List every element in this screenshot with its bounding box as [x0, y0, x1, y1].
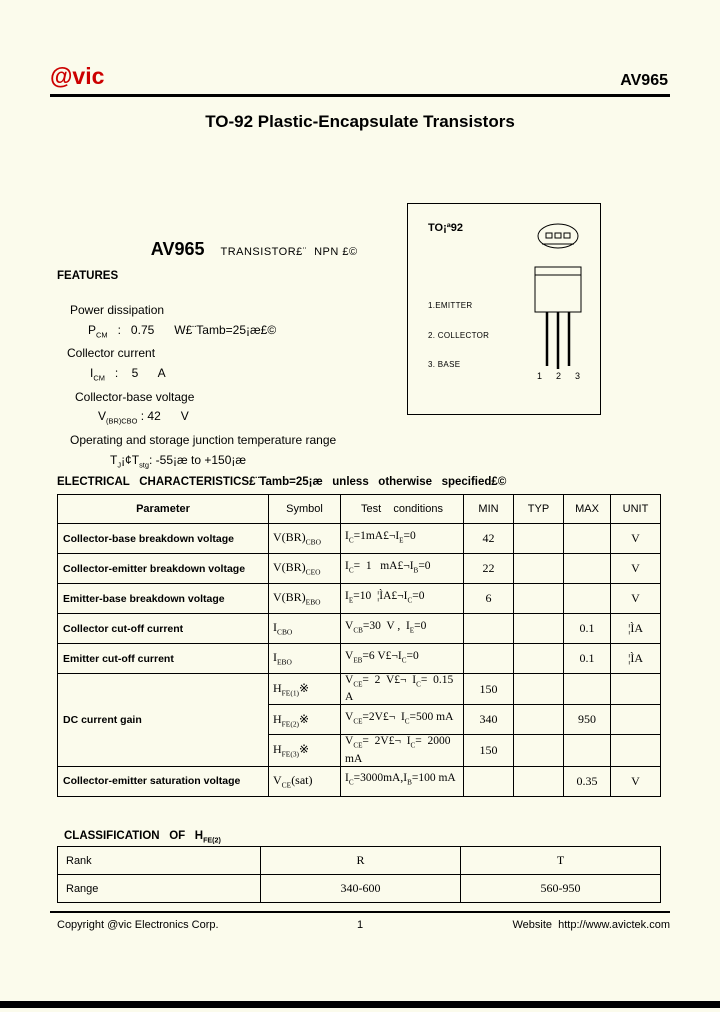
cell-max: 0.1 — [564, 644, 611, 674]
cell-max — [564, 674, 611, 705]
table-row — [58, 614, 661, 644]
feature-item: Collector current — [67, 346, 156, 361]
cell-max — [564, 584, 611, 614]
cell-range-r: 340-600 — [261, 875, 461, 903]
table-row — [58, 766, 661, 796]
cell-max — [564, 524, 611, 554]
table-row — [58, 584, 661, 614]
cell-parameter: Collector-emitter saturation voltage — [58, 766, 269, 796]
cell-conditions: $V_{CE}=2V£\neg$ $I_C=500$ mA — [341, 705, 464, 735]
cell-typ — [514, 554, 564, 584]
cell-rank-label: Rank — [58, 847, 261, 875]
pin-numbers: 1 2 3 — [537, 371, 584, 381]
cell-rank-r: R — [261, 847, 461, 875]
package-diagram-box — [407, 203, 601, 415]
footer-copyright: Copyright @vic Electronics Corp. — [57, 919, 219, 931]
product-type-label: TRANSISTOR£¨ NPN £© — [220, 246, 358, 258]
electrical-characteristics-table — [57, 494, 661, 797]
col-header-max: MAX — [564, 495, 611, 524]
cell-min — [464, 614, 514, 644]
pin-label-emitter: 1.EMITTER — [428, 301, 473, 310]
cell-unit: V — [611, 524, 661, 554]
cell-symbol: $V_{CE}(sat)$ — [269, 766, 341, 796]
table-row — [58, 674, 661, 705]
cell-parameter: Emitter-base breakdown voltage — [58, 584, 269, 614]
header-rule — [50, 94, 670, 97]
cell-typ — [514, 766, 564, 796]
cell-unit: V — [611, 766, 661, 796]
cell-conditions: $I_E=10$ $¦ÌA£\neg I_C=0$ — [341, 584, 464, 614]
table-row — [58, 524, 661, 554]
col-header-typ: TYP — [514, 495, 564, 524]
brand-logo: @vic — [50, 63, 105, 89]
cell-typ — [514, 674, 564, 705]
cell-parameter: Collector cut-off current — [58, 614, 269, 644]
cell-min: 6 — [464, 584, 514, 614]
footer — [50, 919, 670, 935]
cell-rank-t: T — [461, 847, 661, 875]
cell-min: 150 — [464, 735, 514, 766]
cell-typ — [514, 584, 564, 614]
cell-unit — [611, 735, 661, 766]
pin-label-collector: 2. COLLECTOR — [428, 331, 490, 340]
col-header-conditions: Test conditions — [341, 495, 464, 524]
table-row — [58, 554, 661, 584]
feature-item: $V_{(BR)CBO}$ : 42 V — [98, 409, 189, 426]
features-section — [50, 301, 336, 475]
col-header-unit: UNIT — [611, 495, 661, 524]
cell-conditions: $V_{CB}=30$ V , $I_E=0$ — [341, 614, 464, 644]
features-heading: FEATURES — [57, 270, 119, 282]
package-label: TO¡ª92 — [428, 222, 464, 234]
header-part-number: AV965 — [620, 72, 668, 89]
feature-item: Power dissipation — [70, 303, 165, 317]
cell-typ — [514, 524, 564, 554]
cell-typ — [514, 644, 564, 674]
footer-rule — [50, 911, 670, 913]
classification-rank-row — [58, 847, 661, 875]
col-header-parameter: Parameter — [58, 495, 269, 524]
cell-typ — [514, 705, 564, 735]
classification-table — [57, 846, 661, 903]
feature-item: Operating and storage junction temperature range — [70, 433, 337, 448]
cell-min — [464, 644, 514, 674]
page-title: TO-92 Plastic-Encapsulate Transistors — [205, 112, 515, 131]
cell-symbol: $I_{CBO}$ — [269, 614, 341, 644]
cell-parameter: Collector-base breakdown voltage — [58, 524, 269, 554]
cell-symbol: $V(BR)_{CBO}$ — [269, 524, 341, 554]
cell-range-t: 560-950 — [461, 875, 661, 903]
cell-conditions: $V_{CE}= 2$ V£¬ $I_C= 0.15$ A — [341, 674, 464, 705]
feature-item: $I_{CM}$ : 5 A — [90, 365, 166, 383]
cell-max — [564, 735, 611, 766]
cell-max: 950 — [564, 705, 611, 735]
col-header-symbol: Symbol — [269, 495, 341, 524]
cell-symbol: $H_{FE(2)}※$ — [269, 705, 341, 735]
electrical-characteristics-heading: ELECTRICAL CHARACTERISTICS£¨Tamb=25¡æ unless otherwise specified£© — [57, 476, 507, 488]
cell-symbol: $V(BR)_{EBO}$ — [269, 584, 341, 614]
cell-max — [564, 554, 611, 584]
table-header-row — [58, 495, 661, 524]
feature-item: $P_{CM}$ : 0.75 W£¨Tamb=25¡æ£© — [88, 322, 277, 339]
col-header-min: MIN — [464, 495, 514, 524]
cell-symbol: $V(BR)_{CEO}$ — [269, 554, 341, 584]
cell-unit: V — [611, 554, 661, 584]
table-row — [58, 644, 661, 674]
cell-conditions: $V_{EB}=6$ $V£\neg I_C=0$ — [341, 644, 464, 674]
cell-symbol: $H_{FE(3)}※$ — [269, 735, 341, 766]
cell-min: 22 — [464, 554, 514, 584]
cell-conditions: $V_{CE}=$ 2V£¬ $I_C= 2000$ mA — [341, 735, 464, 766]
pin-label-base: 3. BASE — [428, 360, 461, 369]
cell-unit: V — [611, 584, 661, 614]
bottom-bar — [0, 1001, 720, 1008]
cell-conditions: $I_C=3000mA,I_B=100$ mA — [341, 766, 464, 796]
feature-item: Collector-base voltage — [75, 389, 195, 404]
cell-conditions: $I_C= 1$ $mA£\neg I_B=0$ — [341, 554, 464, 584]
cell-parameter: Collector-emitter breakdown voltage — [58, 554, 269, 584]
cell-min: 42 — [464, 524, 514, 554]
cell-min — [464, 766, 514, 796]
cell-typ — [514, 735, 564, 766]
product-name: AV965 — [150, 239, 205, 259]
cell-symbol: $I_{EBO}$ — [269, 644, 341, 674]
cell-conditions: $I_C=1mA£\neg I_E=0$ — [341, 524, 464, 554]
cell-parameter: Emitter cut-off current — [58, 644, 269, 674]
footer-website-link[interactable]: Website http://www.avictek.com — [512, 919, 670, 931]
feature-item: $T_J¡¢T_{stg}$: -55¡æ to +150¡æ — [110, 452, 247, 470]
cell-unit: ¦ÌA — [611, 644, 661, 674]
classification-heading: CLASSIFICATION OF $H_{FE(2)}$ — [64, 830, 221, 845]
product-line — [133, 221, 358, 278]
cell-unit — [611, 705, 661, 735]
cell-max: 0.35 — [564, 766, 611, 796]
classification-range-row — [58, 875, 661, 903]
cell-parameter: DC current gain — [58, 674, 269, 767]
cell-symbol: $H_{FE(1)}※$ — [269, 674, 341, 705]
cell-min: 150 — [464, 674, 514, 705]
cell-range-label: Range — [58, 875, 261, 903]
footer-page-number: 1 — [356, 919, 364, 931]
cell-max: 0.1 — [564, 614, 611, 644]
cell-typ — [514, 614, 564, 644]
cell-min: 340 — [464, 705, 514, 735]
to92-front-view-body — [535, 267, 581, 312]
cell-unit: ¦ÌA — [611, 614, 661, 644]
cell-unit — [611, 674, 661, 705]
